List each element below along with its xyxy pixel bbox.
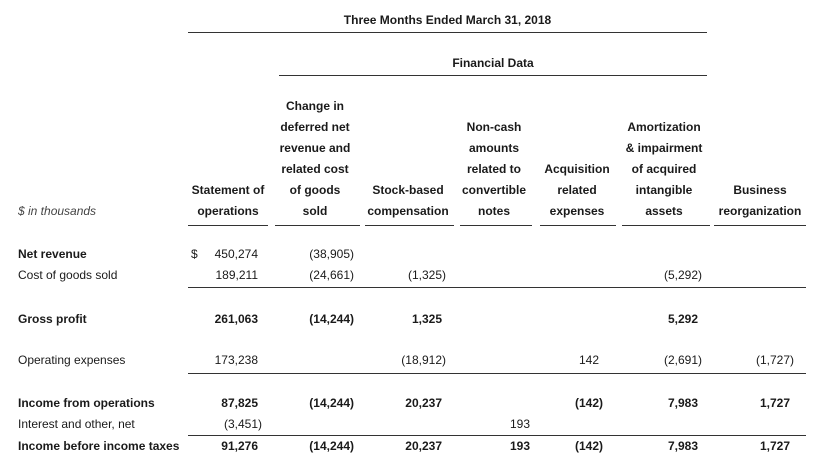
col-rule-noncash — [460, 225, 532, 226]
col-header-business-reorganization: Business reorganization — [718, 183, 802, 218]
cell-ibt-def: (14,244) — [309, 439, 354, 453]
cell-ibt-stock: 20,237 — [405, 439, 442, 453]
cell-opex-stmt: 173,238 — [214, 353, 258, 367]
cell-opex-amort: (2,691) — [663, 353, 702, 367]
row-label-gross-profit: Gross profit — [18, 312, 87, 326]
cell-ibt-stmt: 91,276 — [221, 439, 258, 453]
col-rule-stock — [365, 225, 454, 226]
col-rule-reorg — [714, 225, 806, 226]
cell-cogs-stmt: 189,211 — [215, 268, 258, 282]
units-label: $ in thousands — [18, 204, 97, 218]
col-header-acquisition-related-expenses: Acquisition related expenses — [544, 162, 610, 218]
cell-ibt-reorg: 1,727 — [759, 439, 790, 453]
cell-ifo-amort: 7,983 — [667, 396, 698, 410]
col-header-amortization-impairment: Amortization & impairment of acquired intangible assets — [625, 120, 703, 218]
period-header: Three Months Ended March 31, 2018 — [343, 13, 552, 27]
rule-above-income-before-taxes — [188, 435, 806, 436]
cell-cogs-def: (24,661) — [309, 268, 354, 282]
row-label-cost-of-goods-sold: Cost of goods sold — [18, 268, 118, 282]
period-header-rule — [188, 32, 707, 33]
cell-ifo-stmt: 87,825 — [221, 396, 258, 410]
col-rule-amort — [622, 225, 710, 226]
currency-symbol: $ — [191, 247, 198, 261]
financial-data-rule — [279, 75, 707, 76]
cell-ifo-def: (14,244) — [309, 396, 354, 410]
cell-cogs-stock: (1,325) — [407, 268, 446, 282]
cell-opex-acq: 142 — [578, 353, 599, 367]
cell-ifo-stock: 20,237 — [405, 396, 442, 410]
cell-cogs-amort: (5,292) — [663, 268, 702, 282]
cell-net-revenue-stmt: 450,274 — [214, 247, 258, 261]
col-header-deferred-revenue: Change in deferred net revenue and related cost of goods sold — [279, 99, 351, 218]
col-rule-acq — [540, 225, 616, 226]
cell-gross-profit-stmt: 261,063 — [214, 312, 258, 326]
cell-gross-profit-stock: 1,325 — [411, 312, 442, 326]
cell-interest-stmt: (3,451) — [223, 417, 262, 431]
row-label-income-from-operations: Income from operations — [18, 396, 155, 410]
cell-ibt-amort: 7,983 — [667, 439, 698, 453]
cell-interest-noncash: 193 — [509, 417, 530, 431]
cell-ibt-noncash: 193 — [509, 439, 530, 453]
cell-net-revenue-def: (38,905) — [309, 247, 354, 261]
col-header-statement-of-operations: Statement of operations — [191, 183, 265, 218]
rule-above-gross-profit — [188, 287, 806, 288]
row-label-net-revenue: Net revenue — [18, 247, 87, 261]
financial-data-header: Financial Data — [452, 56, 534, 70]
row-label-interest-and-other: Interest and other, net — [18, 417, 135, 431]
cell-opex-stock: (18,912) — [401, 353, 446, 367]
col-rule-def — [275, 225, 360, 226]
row-label-operating-expenses: Operating expenses — [18, 353, 126, 367]
cell-ifo-acq: (142) — [574, 396, 603, 410]
col-header-non-cash-amounts: Non-cash amounts related to convertible notes — [461, 120, 527, 218]
cell-ifo-reorg: 1,727 — [759, 396, 790, 410]
row-label-income-before-income-taxes: Income before income taxes — [18, 439, 180, 453]
rule-above-income-from-operations — [188, 373, 806, 374]
cell-gross-profit-def: (14,244) — [309, 312, 354, 326]
cell-gross-profit-amort: 5,292 — [667, 312, 698, 326]
cell-ibt-acq: (142) — [574, 439, 603, 453]
cell-opex-reorg: (1,727) — [755, 353, 794, 367]
col-header-stock-based-compensation: Stock-based compensation — [367, 183, 449, 218]
col-rule-stmt — [188, 225, 268, 226]
